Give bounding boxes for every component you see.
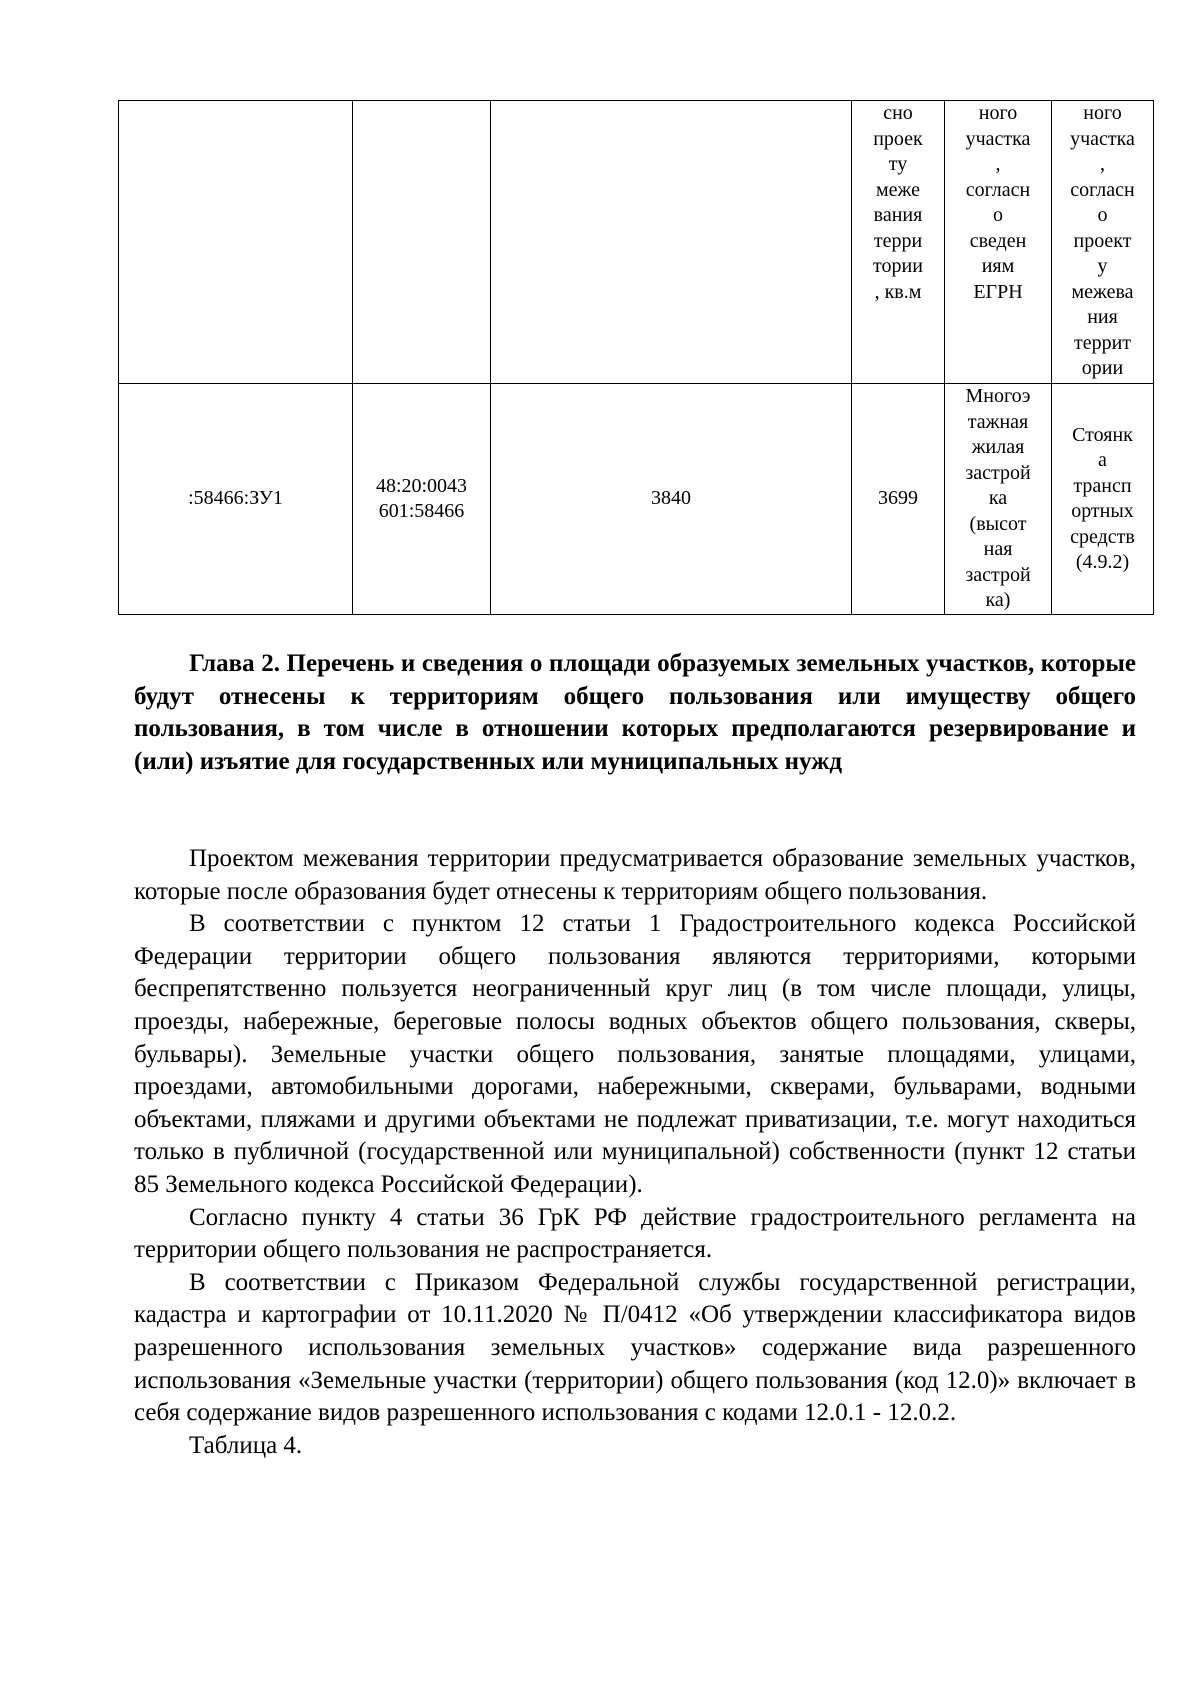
table-cell-area-project: 3699 [852,384,945,615]
table-cell: ного участка , согласн о сведен иям ЕГРН [945,101,1052,384]
table-cell: сно проек ту меже вания терри тории , кв.м [852,101,945,384]
table-cell: ного участка , согласн о проект у межева ния террит ории [1052,101,1154,384]
table-cell [119,101,353,384]
paragraph: В соответствии с пунктом 12 статьи 1 Градостроительного кодекса Российской Федерации территории общего пользования являются территориями, которыми беспрепятственно пользуется неограниченный круг лиц (в том числе площади, улицы, проезды, набережные, береговые полосы водных объектов общего пользования, скверы, бульвары). Земельные участки общего пользования, занятые площадями, улицами, проездами, автомобильными дорогами, набережными, скверами, бульварами, водными объектами, пляжами и другими объектами не подлежат приватизации, т.е. могут находиться только в публичной (государственной или муниципальной) собственности (пункт 12 статьи 85 Земельного кодекса Российской Федерации). [134,910,1136,1198]
table-header-row [119,101,1154,384]
table-cell-area-egrn: 3840 [491,384,852,615]
land-plots-table [118,100,1154,615]
table-cell-use-project: Стоянк а трансп ортных средств (4.9.2) [1052,384,1154,615]
body-text [134,843,1136,1462]
paragraph: Проектом межевания территории предусматривается образование земельных участков, которые после образования будет отнесены к территориям общего пользования. [134,845,1136,905]
paragraph: Согласно пункту 4 статьи 36 ГрК РФ действие градостроительного регламента на территории общего пользования не распространяется. [134,1203,1136,1264]
paragraph: В соответствии с Приказом Федеральной службы государственной регистрации, кадастра и картографии от 10.11.2020 № П/0412 «Об утверждении классификатора видов разрешенного использования земельных участков» содержание вида разрешенного использования «Земельные участки (территории) общего пользования (код 12.0)» включает в себя содержание видов разрешенного использования с кодами 12.0.1 - 12.0.2. [134,1268,1136,1427]
table-cell-cadastral-number: 48:20:0043 601:58466 [353,384,491,615]
table-cell [353,101,491,384]
table-cell-plot-id: :58466:ЗУ1 [119,384,353,615]
table-cell-use-egrn: Многоэ тажная жилая застрой ка (высот ная застрой ка) [945,384,1052,615]
table-row [119,384,1154,615]
chapter-heading: Глава 2. Перечень и сведения о площади образуемых земельных участков, которые будут отнесены к территориям общего пользования или имуществу общего пользования, в том числе в отношении которых предполагаются резервирование и (или) изъятие для государственных или муниципальных нужд [134,650,1136,775]
table-cell [491,101,852,384]
table-caption: Таблица 4. [189,1431,303,1459]
